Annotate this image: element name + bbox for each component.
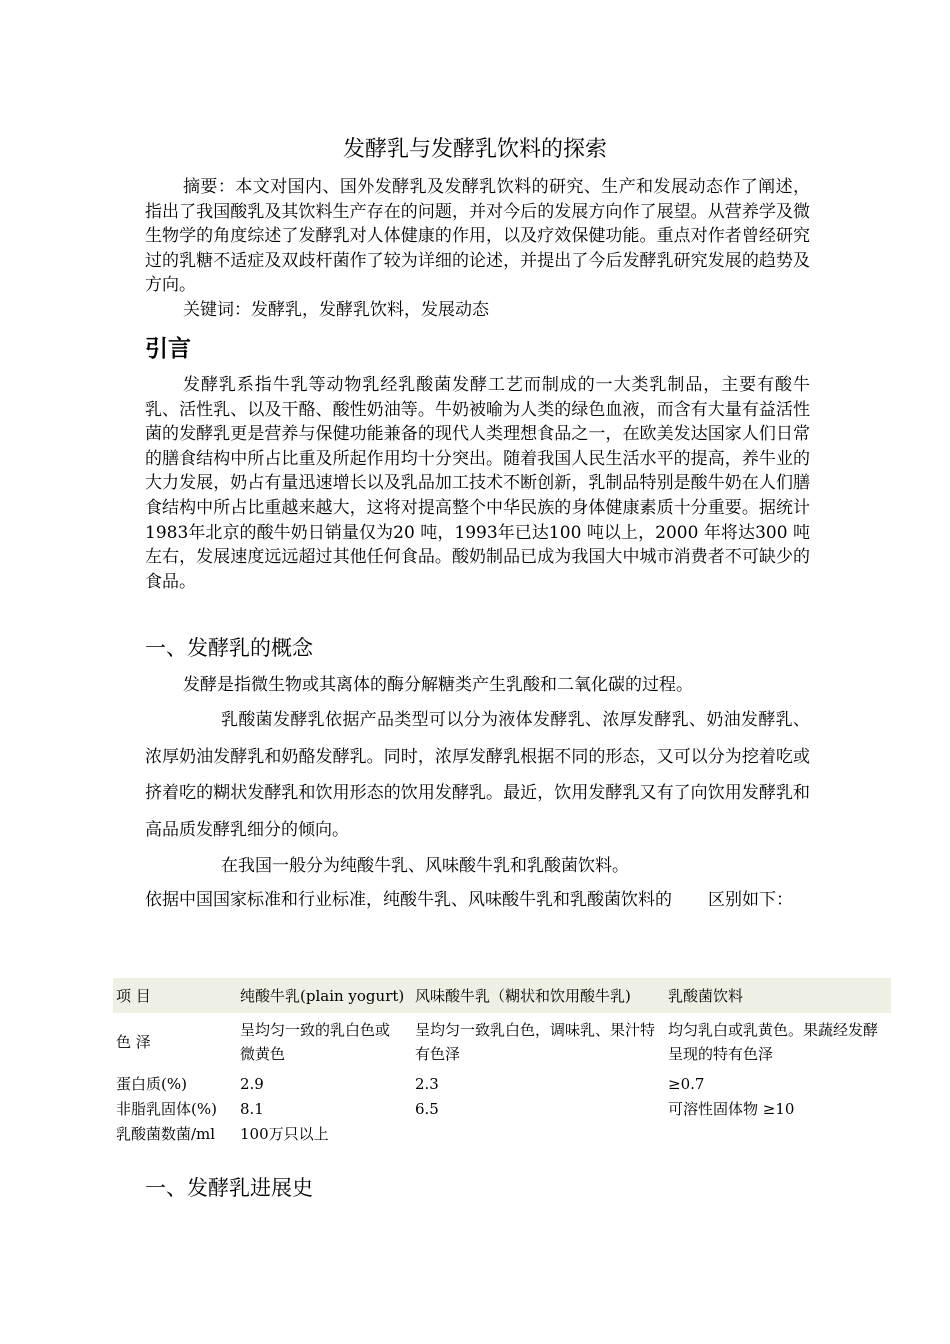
keywords-text: 发酵乳，发酵乳饮料，发展动态 [251, 300, 489, 320]
table-cell [665, 1121, 891, 1146]
section2-heading: 一、发酵乳进展史 [145, 1176, 313, 1200]
table-header-cell: 乳酸菌饮料 [665, 978, 891, 1013]
table-header-cell: 风味酸牛乳（糊状和饮用酸牛乳) [412, 978, 665, 1013]
concept-paragraph-4a: 依据中国国家标准和行业标准，纯酸牛乳、风味酸牛乳和乳酸菌饮料的 [145, 890, 672, 910]
document-title: 发酵乳与发酵乳饮料的探索 [342, 137, 607, 162]
concept-paragraph-4 [145, 882, 810, 919]
table-cell: 蛋白质(%) [116, 1074, 187, 1093]
table-cell: 呈均匀一致的乳白色或微黄色 [240, 1021, 391, 1063]
concept-paragraph-1: 发酵是指微生物或其离体的酶分解糖类产生乳酸和二氧化碳的过程。 [183, 675, 693, 695]
concept-paragraph-3: 在我国一般分为纯酸牛乳、风味酸牛乳和乳酸菌饮料。 [221, 856, 629, 876]
table-cell: 色 泽 [116, 1033, 151, 1051]
table-cell: ≥0.7 [668, 1074, 705, 1093]
table-header-cell: 纯酸牛乳(plain yogurt) [237, 978, 412, 1013]
table-row [113, 1096, 891, 1121]
table-header-row [113, 978, 891, 1013]
table-cell: 100万只以上 [240, 1124, 329, 1143]
table-cell: 2.3 [415, 1074, 439, 1093]
table-cell: 2.9 [240, 1074, 264, 1093]
intro-heading: 引言 [145, 336, 191, 362]
table-cell: 非脂乳固体(%) [116, 1099, 217, 1118]
concept-paragraph-4b: 区别如下： [708, 890, 793, 910]
table-row [113, 1013, 891, 1071]
keywords-paragraph [145, 298, 810, 323]
table-cell: 8.1 [240, 1099, 264, 1118]
keywords-label: 关键词： [183, 300, 251, 320]
table-cell: 可溶性固体物 ≥10 [668, 1099, 795, 1118]
table-row [113, 1121, 891, 1146]
table-cell: 呈均匀一致乳白色，调味乳、果汁特有色泽 [415, 1021, 656, 1063]
concept-paragraph-2: 乳酸菌发酵乳依据产品类型可以分为液体发酵乳、浓厚发酵乳、奶油发酵乳、浓厚奶油发酵乳和奶酪发酵乳。同时，浓厚发酵乳根据不同的形态，又可以分为挖着吃或挤着吃的糊状发酵乳和饮用形态的饮用发酵乳。最近，饮用发酵乳又有了向饮用发酵乳和高品质发酵乳细分的倾向。 [145, 710, 810, 840]
abstract-text: 本文对国内、国外发酵乳及发酵乳饮料的研究、生产和发展动态作了阐述，指出了我国酸乳及其饮料生产存在的问题，并对今后的发展方向作了展望。从营养学及微生物学的角度综述了发酵乳对人体健康的作用，以及疗效保健功能。重点对作者曾经研究过的乳糖不适症及双歧杆菌作了较为详细的论述，并提出了今后发酵乳研究发展的趋势及方向。 [145, 177, 811, 296]
table-cell: 6.5 [415, 1099, 439, 1118]
table-cell: 均匀乳白或乳黄色。果蔬经发酵呈现的特有色泽 [668, 1021, 879, 1063]
table-cell [412, 1121, 665, 1146]
abstract-paragraph [145, 175, 810, 298]
table-row [113, 1071, 891, 1096]
intro-paragraph: 发酵乳系指牛乳等动物乳经乳酸菌发酵工艺而制成的一大类乳制品，主要有酸牛乳、活性乳、以及干酪、酸性奶油等。牛奶被喻为人类的绿色血液，而含有大量有益活性菌的发酵乳更是营养与保健功能兼备的现代人类理想食品之一，在欧美发达国家人们日常的膳食结构中所占比重及所起作用均十分突出。随着我国人民生活水平的提高，养牛业的大力发展，奶占有量迅速增长以及乳品加工技术不断创新，乳制品特别是酸牛奶在人们膳食结构中所占比重越来越大，这将对提高整个中华民族的身体健康素质十分重要。据统计1983年北京的酸牛奶日销量仅为20 吨，1993年已达100 吨以上，2000 年将达300 吨左右，发展速度远远超过其他任何食品。酸奶制品已成为我国大中城市消费者不可缺少的食品。 [145, 375, 810, 592]
abstract-label: 摘要： [183, 177, 236, 197]
table-cell: 乳酸菌数菌/ml [116, 1124, 216, 1143]
yogurt-standard-table [113, 978, 891, 1146]
section1-heading: 一、发酵乳的概念 [145, 636, 313, 660]
table-header-cell: 项 目 [113, 978, 237, 1013]
